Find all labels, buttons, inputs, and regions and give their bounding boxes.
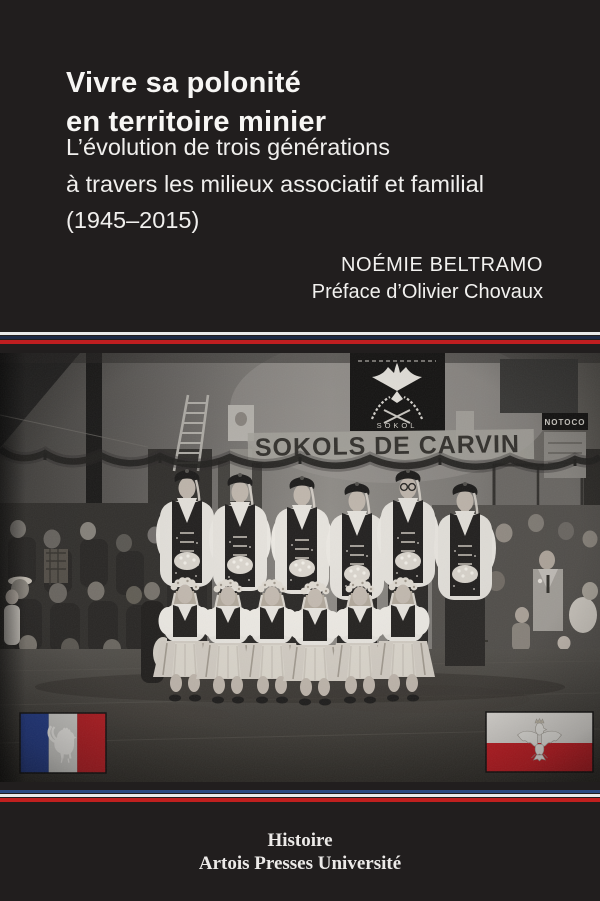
bottom-stripe-red [0,798,600,802]
bottom-stripe-white [0,794,600,797]
publisher-block [0,829,600,875]
top-stripe-navy [0,336,600,339]
subtitle-line-3: (1945–2015) [66,207,200,233]
author-block [312,252,543,306]
bottom-stripe-blue [0,790,600,793]
cover-photo-illustration [0,353,600,782]
collection-name: Histoire [267,830,333,851]
title-line-1: Vivre sa polonité [66,67,301,100]
book-subtitle [66,129,484,239]
subtitle-line-2: à travers les milieux associatif et familial [66,170,484,197]
author-name: NOÉMIE BELTRAMO [341,254,543,276]
film-grain [0,353,600,782]
top-stripe-white [0,332,600,335]
title-line-2: en territoire minier [66,106,327,139]
subtitle-line-1: L’évolution de trois générations [66,134,390,160]
cover-photo [0,353,600,782]
top-stripe-red [0,340,600,344]
preface-credit: Préface d’Olivier Chovaux [311,281,543,303]
publisher-name: Artois Presses Université [198,853,402,874]
